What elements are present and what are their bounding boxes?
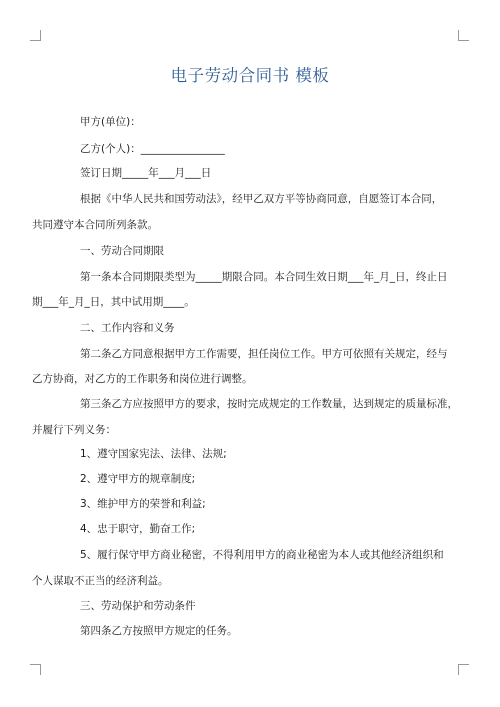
sign-date-line: 签订日期_____年___月___日 [80, 167, 212, 179]
obligation-item-1: 1、遵守国家宪法、法律、法规; [80, 448, 227, 460]
document-title: 电子劳动合同书 模板 [170, 66, 330, 85]
article-2-line-2: 乙方协商，对乙方的工作职务和岗位进行调整。 [32, 373, 253, 385]
crop-mark-top-left [30, 30, 41, 41]
obligation-item-2: 2、遵守甲方的规章制度; [80, 473, 196, 485]
obligation-item-4: 4、忠于职守，勤奋工作; [80, 523, 196, 535]
preamble-line-2: 共同遵守本合同所列条款。 [32, 219, 158, 231]
crop-mark-bottom-right [458, 664, 469, 675]
article-1-line-1: 第一条本合同期限类型为_____期限合同。本合同生效日期___年_月_日，终止日 [80, 271, 448, 283]
article-3-line-2: 并履行下列义务： [32, 424, 116, 436]
preamble-line-1: 根据《中华人民共和国劳动法》，经甲乙双方平等协商同意，自愿签订本合同， [80, 193, 443, 205]
obligation-item-3: 3、维护甲方的荣誉和利益; [80, 498, 206, 510]
section-heading-3: 三、劳动保护和劳动条件 [80, 600, 196, 612]
crop-mark-top-right [458, 30, 469, 41]
obligation-item-5-line-2: 个人谋取不正当的经济利益。 [32, 575, 169, 587]
crop-mark-bottom-left [30, 664, 41, 675]
obligation-item-5-line-1: 5、履行保守甲方商业秘密，不得利用甲方的商业秘密为本人或其他经济组织和 [80, 549, 444, 561]
article-1-line-2: 期___年_月_日，其中试用期____。 [32, 296, 195, 308]
party-a-line: 甲方(单位)： [80, 116, 141, 128]
article-4-line-1: 第四条乙方按照甲方规定的任务。 [80, 625, 238, 637]
article-2-line-1: 第二条乙方同意根据甲方工作需要，担任岗位工作。甲方可依照有关规定，经与 [80, 348, 448, 360]
party-b-line: 乙方(个人)：________________ [80, 143, 225, 155]
article-3-line-1: 第三条乙方应按照甲方的要求，按时完成规定的工作数量，达到规定的质量标准， [80, 398, 458, 410]
section-heading-1: 一、劳动合同期限 [80, 245, 164, 257]
section-heading-2: 二、工作内容和义务 [80, 322, 175, 334]
